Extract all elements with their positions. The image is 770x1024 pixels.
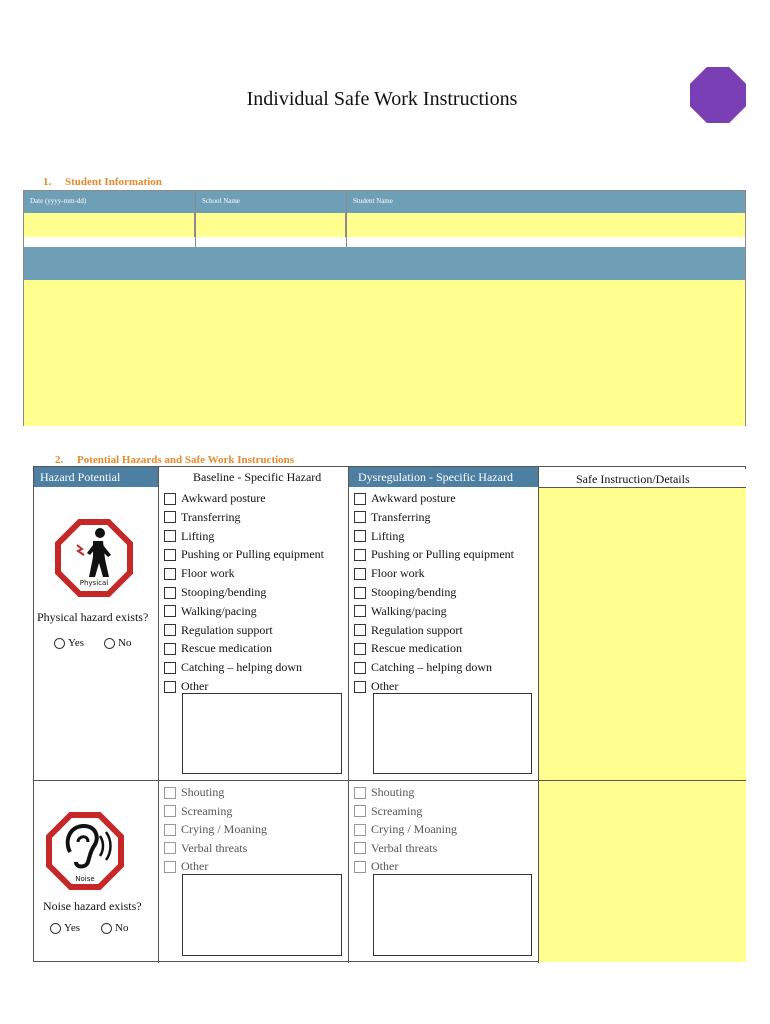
- physical-dysregulation-checkbox-item[interactable]: [354, 529, 404, 544]
- physical-dysregulation-checkbox-item[interactable]: [354, 585, 456, 600]
- physical-baseline-checkbox-item[interactable]: [164, 529, 214, 544]
- checkbox[interactable]: [164, 861, 176, 873]
- checkbox-label: Regulation support: [371, 622, 463, 637]
- checkbox-label: Pushing or Pulling equipment: [371, 547, 515, 562]
- checkbox[interactable]: [164, 643, 176, 655]
- noise-hazard-sign: [46, 812, 132, 890]
- physical-dysregulation-checkbox-item[interactable]: [354, 491, 456, 506]
- checkbox[interactable]: [164, 530, 176, 542]
- safe-instruction-header: Safe Instruction/Details: [538, 469, 746, 489]
- section-2-title: Potential Hazards and Safe Work Instructions: [77, 454, 295, 466]
- physical-baseline-checkbox-item[interactable]: [164, 641, 272, 656]
- physical-dysregulation-checkbox-item[interactable]: [354, 679, 398, 694]
- noise-baseline-checkbox-item[interactable]: [164, 804, 232, 819]
- checkbox-label: Stooping/bending: [371, 585, 457, 599]
- section-2-heading: [55, 454, 294, 466]
- checkbox[interactable]: [164, 511, 176, 523]
- physical-dysregulation-checkbox-item[interactable]: [354, 566, 425, 581]
- student-name-header: Student Name: [353, 197, 393, 205]
- column-divider: [348, 467, 349, 963]
- noise-dysregulation-checkbox-item[interactable]: [354, 822, 457, 837]
- noise-no-radio[interactable]: No: [101, 922, 128, 934]
- physical-baseline-checkbox-item[interactable]: [164, 585, 266, 600]
- noise-baseline-checkbox-item[interactable]: [164, 841, 247, 856]
- checkbox[interactable]: [354, 511, 366, 523]
- checkbox[interactable]: [164, 587, 176, 599]
- physical-baseline-checkbox-item[interactable]: [164, 623, 273, 638]
- physical-hazard-sign: [55, 519, 133, 597]
- checkbox-label: Stooping/bending: [181, 585, 267, 599]
- checkbox[interactable]: [164, 824, 176, 836]
- noise-dysregulation-checkbox-item[interactable]: [354, 785, 414, 800]
- checkbox[interactable]: [164, 805, 176, 817]
- noise-baseline-checkbox-item[interactable]: [164, 859, 208, 874]
- checkbox[interactable]: [354, 805, 366, 817]
- physical-baseline-checkbox-item[interactable]: [164, 604, 257, 619]
- checkbox[interactable]: [354, 587, 366, 599]
- physical-safe-instruction-field[interactable]: [539, 488, 746, 780]
- checkbox[interactable]: [354, 643, 366, 655]
- physical-baseline-other-input[interactable]: [182, 693, 342, 774]
- date-header: Date (yyyy-mm-dd): [30, 197, 87, 205]
- physical-hazard-question: Physical hazard exists?: [37, 610, 149, 624]
- hazard-table: [33, 466, 746, 962]
- checkbox-label: Awkward posture: [371, 491, 456, 505]
- checkbox-label: Verbal threats: [371, 840, 438, 855]
- checkbox-label: Walking/pacing: [371, 603, 447, 618]
- physical-baseline-checkbox-item[interactable]: [164, 660, 302, 675]
- checkbox-label: Screaming: [371, 803, 423, 818]
- noise-sign-label: Noise: [75, 875, 95, 883]
- checkbox-label: Lifting: [371, 528, 405, 543]
- physical-dysregulation-other-input[interactable]: [373, 693, 532, 774]
- column-divider: [158, 467, 159, 963]
- checkbox[interactable]: [164, 493, 176, 505]
- noise-baseline-other-input[interactable]: [182, 874, 342, 956]
- checkbox[interactable]: [164, 842, 176, 854]
- student-info-header: [24, 191, 745, 213]
- physical-dysregulation-checkbox-item[interactable]: [354, 510, 431, 525]
- document-title: Individual Safe Work Instructions: [246, 88, 518, 110]
- physical-sign-label: Physical: [79, 579, 109, 587]
- school-name-header: School Name: [202, 197, 240, 205]
- noise-hazard-question: Noise hazard exists?: [43, 899, 142, 913]
- checkbox-label: Verbal threats: [181, 840, 248, 855]
- noise-baseline-checkbox-item[interactable]: [164, 785, 224, 800]
- checkbox-label: Floor work: [181, 566, 235, 581]
- physical-dysregulation-checkbox-item[interactable]: [354, 660, 492, 675]
- student-info-input-row: [24, 213, 745, 237]
- info-band: [24, 247, 745, 280]
- noise-yes-radio[interactable]: Yes: [50, 922, 80, 934]
- person-back-pain-icon: [69, 525, 119, 581]
- physical-baseline-checkbox-item[interactable]: [164, 491, 266, 506]
- physical-no-radio[interactable]: No: [104, 637, 131, 649]
- baseline-header: Baseline - Specific Hazard: [158, 467, 348, 487]
- checkbox-label: Rescue medication: [371, 641, 462, 656]
- checkbox[interactable]: [354, 568, 366, 580]
- checkbox[interactable]: [354, 549, 366, 561]
- checkbox-label: Shouting: [181, 785, 225, 799]
- checkbox-label: Other: [181, 679, 209, 693]
- checkbox-label: Pushing or Pulling equipment: [181, 547, 325, 562]
- checkbox-label: Other: [371, 859, 399, 873]
- section-2-number: 2.: [55, 454, 64, 466]
- checkbox-label: Rescue medication: [181, 641, 272, 656]
- checkbox-label: Other: [371, 679, 399, 693]
- checkbox[interactable]: [164, 681, 176, 693]
- hazard-potential-header: Hazard Potential: [34, 467, 158, 487]
- section-1-heading: [43, 176, 162, 188]
- checkbox-label: Catching – helping down: [371, 660, 492, 675]
- checkbox[interactable]: [164, 662, 176, 674]
- checkbox-label: Crying / Moaning: [181, 822, 267, 836]
- checkbox-label: Transferring: [181, 509, 241, 524]
- section-1-number: 1.: [43, 176, 52, 188]
- checkbox-label: Catching – helping down: [181, 660, 302, 675]
- physical-baseline-checkbox-item[interactable]: [164, 510, 241, 525]
- ear-noise-icon: [60, 822, 116, 870]
- checkbox[interactable]: [164, 787, 176, 799]
- divider: [195, 191, 196, 247]
- checkbox-label: Walking/pacing: [181, 603, 257, 618]
- checkbox-label: Regulation support: [181, 622, 273, 637]
- checkbox[interactable]: [354, 824, 366, 836]
- noise-safe-instruction-field[interactable]: [539, 781, 746, 962]
- checkbox[interactable]: [354, 787, 366, 799]
- physical-dysregulation-checkbox-item[interactable]: [354, 547, 514, 562]
- checkbox[interactable]: [164, 624, 176, 636]
- noise-dysregulation-checkbox-item[interactable]: [354, 859, 398, 874]
- checkbox[interactable]: [354, 662, 366, 674]
- checkbox[interactable]: [164, 549, 176, 561]
- checkbox-label: Other: [181, 859, 209, 873]
- section-1-title: Student Information: [65, 176, 162, 188]
- checkbox-label: Crying / Moaning: [371, 822, 457, 836]
- checkbox[interactable]: [354, 530, 366, 542]
- student-info-table: [23, 190, 746, 426]
- checkbox[interactable]: [354, 681, 366, 693]
- checkbox-label: Screaming: [181, 803, 233, 818]
- noise-dysregulation-checkbox-item[interactable]: [354, 804, 422, 819]
- physical-baseline-checkbox-item[interactable]: [164, 547, 324, 562]
- divider: [346, 191, 347, 247]
- checkbox[interactable]: [354, 624, 366, 636]
- checkbox[interactable]: [354, 861, 366, 873]
- noise-baseline-checkbox-item[interactable]: [164, 822, 267, 837]
- physical-dysregulation-checkbox-item[interactable]: [354, 623, 463, 638]
- noise-dysregulation-other-input[interactable]: [373, 874, 532, 956]
- student-name-field[interactable]: [346, 213, 745, 237]
- checkbox[interactable]: [354, 493, 366, 505]
- checkbox-label: Awkward posture: [181, 491, 266, 505]
- student-details-field[interactable]: [24, 280, 745, 426]
- checkbox[interactable]: [354, 605, 366, 617]
- checkbox[interactable]: [164, 568, 176, 580]
- physical-baseline-checkbox-item[interactable]: [164, 679, 208, 694]
- school-name-field[interactable]: [195, 213, 346, 237]
- checkbox[interactable]: [354, 842, 366, 854]
- checkbox-label: Transferring: [371, 509, 431, 524]
- physical-yes-radio[interactable]: Yes: [54, 637, 84, 649]
- checkbox-label: Shouting: [371, 785, 415, 799]
- physical-baseline-checkbox-item[interactable]: [164, 566, 235, 581]
- purple-octagon-icon: [690, 67, 746, 123]
- checkbox[interactable]: [164, 605, 176, 617]
- noise-dysregulation-checkbox-item[interactable]: [354, 841, 437, 856]
- physical-dysregulation-checkbox-item[interactable]: [354, 604, 447, 619]
- checkbox-label: Floor work: [371, 566, 425, 581]
- physical-dysregulation-checkbox-item[interactable]: [354, 641, 462, 656]
- date-field[interactable]: [24, 213, 195, 237]
- dysregulation-header: Dysregulation - Specific Hazard: [348, 467, 538, 487]
- checkbox-label: Lifting: [181, 528, 215, 543]
